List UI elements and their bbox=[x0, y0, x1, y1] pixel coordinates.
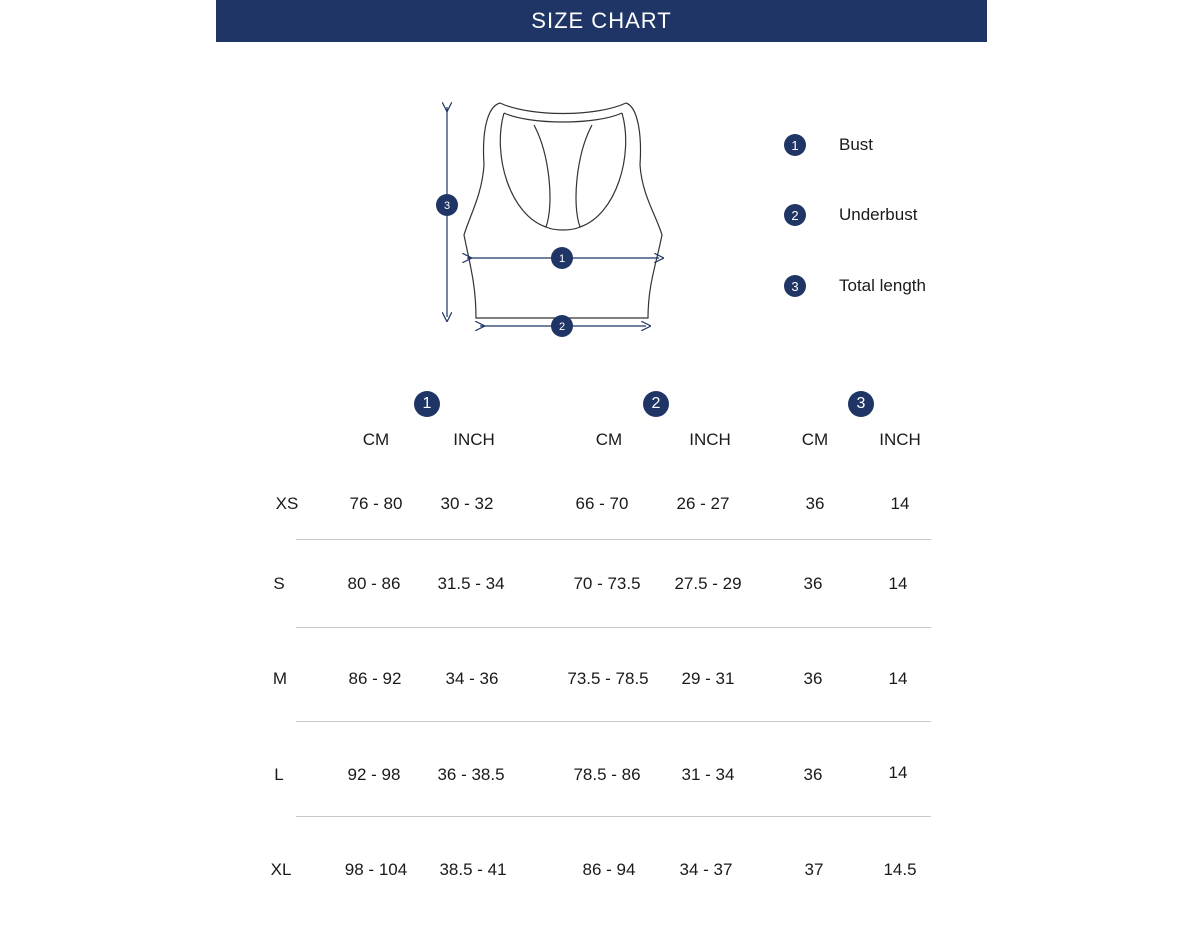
sports-bra-outline bbox=[430, 95, 670, 345]
svg-text:3: 3 bbox=[443, 200, 451, 212]
table-cell: 66 - 70 bbox=[575, 494, 629, 513]
table-cell: 14 bbox=[888, 574, 908, 593]
table-cell: 27.5 - 29 bbox=[674, 574, 742, 593]
table-cell: 70 - 73.5 bbox=[573, 574, 641, 593]
table-cell: 29 - 31 bbox=[681, 669, 735, 688]
badge-1: 1 bbox=[784, 134, 806, 156]
table-cell: 36 bbox=[803, 574, 823, 593]
table-cell: 92 - 98 bbox=[347, 765, 401, 784]
table-cell: 86 - 92 bbox=[348, 669, 402, 688]
page-title: SIZE CHART bbox=[531, 8, 672, 33]
size-label: M bbox=[272, 669, 288, 688]
table-cell: 14.5 bbox=[883, 860, 917, 879]
legend-label: Total length bbox=[839, 276, 926, 295]
table-cell: 36 bbox=[803, 765, 823, 784]
row-divider bbox=[296, 627, 931, 628]
table-cell: 14 bbox=[890, 494, 910, 513]
table-cell: 36 - 38.5 bbox=[437, 765, 505, 784]
table-cell: 30 - 32 bbox=[440, 494, 494, 513]
table-cell: 14 bbox=[888, 669, 908, 688]
table-cell: 98 - 104 bbox=[344, 860, 408, 879]
size-label: XL bbox=[270, 860, 292, 879]
table-cell: 34 - 37 bbox=[679, 860, 733, 879]
table-cell: 34 - 36 bbox=[445, 669, 499, 688]
table-cell: 80 - 86 bbox=[347, 574, 401, 593]
row-divider bbox=[296, 721, 931, 722]
table-cell: 26 - 27 bbox=[676, 494, 730, 513]
table-cell: 36 bbox=[805, 494, 825, 513]
group-header-total-length: 3 bbox=[848, 391, 874, 417]
marker-2 bbox=[551, 315, 573, 337]
legend-label: Underbust bbox=[839, 205, 918, 224]
unit-header: INCH bbox=[689, 430, 731, 449]
table-cell: 86 - 94 bbox=[582, 860, 636, 879]
sports-bra-diagram bbox=[430, 95, 670, 345]
table-cell: 76 - 80 bbox=[349, 494, 403, 513]
marker-1 bbox=[551, 247, 573, 269]
table-cell: 73.5 - 78.5 bbox=[567, 669, 649, 688]
size-label: L bbox=[274, 765, 284, 784]
svg-text:1: 1 bbox=[558, 253, 566, 265]
unit-header: INCH bbox=[879, 430, 921, 449]
table-cell: 36 bbox=[803, 669, 823, 688]
legend-item-bust bbox=[784, 134, 873, 156]
legend-item-underbust bbox=[784, 204, 917, 226]
badge-2: 2 bbox=[784, 204, 806, 226]
table-cell: 31.5 - 34 bbox=[437, 574, 505, 593]
table-cell: 31 - 34 bbox=[681, 765, 735, 784]
table-cell: 37 bbox=[804, 860, 824, 879]
badge-3: 3 bbox=[784, 275, 806, 297]
svg-text:2: 2 bbox=[558, 321, 566, 333]
unit-header: INCH bbox=[453, 430, 495, 449]
group-header-underbust: 2 bbox=[643, 391, 669, 417]
unit-header: CM bbox=[362, 430, 390, 449]
legend-item-total-length bbox=[784, 275, 926, 297]
size-label: S bbox=[273, 574, 285, 593]
size-label: XS bbox=[275, 494, 299, 513]
group-header-bust: 1 bbox=[414, 391, 440, 417]
unit-header: CM bbox=[595, 430, 623, 449]
row-divider bbox=[296, 539, 931, 540]
table-cell: 78.5 - 86 bbox=[573, 765, 641, 784]
row-divider bbox=[296, 816, 931, 817]
marker-3 bbox=[436, 194, 458, 216]
table-cell: 14 bbox=[888, 763, 908, 782]
size-chart-banner bbox=[216, 0, 987, 42]
table-cell: 38.5 - 41 bbox=[439, 860, 507, 879]
legend-label: Bust bbox=[839, 135, 874, 154]
unit-header: CM bbox=[801, 430, 829, 449]
